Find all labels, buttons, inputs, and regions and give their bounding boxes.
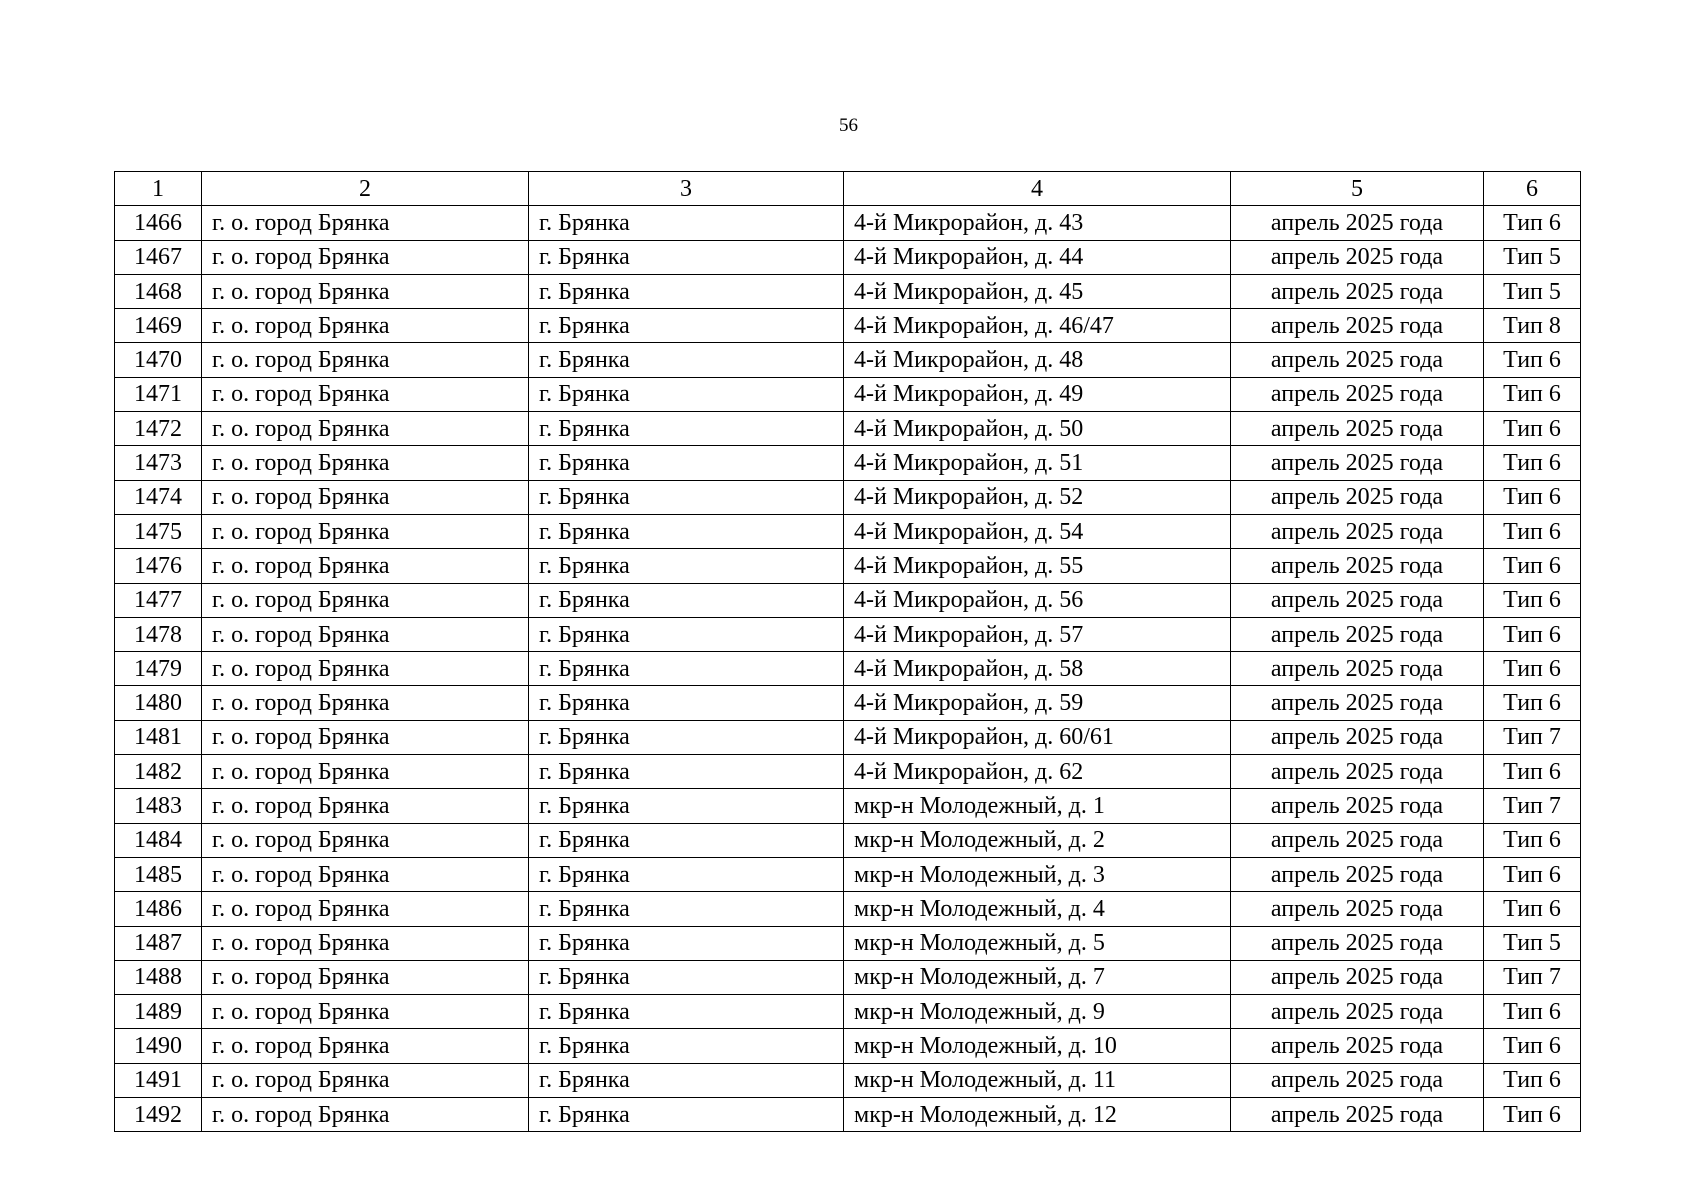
address-cell: 4-й Микрорайон, д. 56 [844, 583, 1231, 617]
table-row [115, 309, 1581, 343]
row-number-cell: 1476 [115, 549, 202, 583]
period-cell: апрель 2025 года [1231, 892, 1484, 926]
table-row [115, 1029, 1581, 1063]
district-cell: г. о. город Брянка [202, 412, 529, 446]
address-cell: 4-й Микрорайон, д. 43 [844, 206, 1231, 240]
page-number: 56 [839, 115, 858, 136]
row-number-cell: 1470 [115, 343, 202, 377]
address-cell: 4-й Микрорайон, д. 58 [844, 652, 1231, 686]
table-row [115, 480, 1581, 514]
period-cell: апрель 2025 года [1231, 960, 1484, 994]
row-number-cell: 1492 [115, 1098, 202, 1132]
row-number-cell: 1484 [115, 823, 202, 857]
address-cell: 4-й Микрорайон, д. 50 [844, 412, 1231, 446]
district-cell: г. о. город Брянка [202, 343, 529, 377]
period-cell: апрель 2025 года [1231, 274, 1484, 308]
table-header [115, 172, 1581, 206]
row-number-cell: 1478 [115, 617, 202, 651]
row-number-cell: 1477 [115, 583, 202, 617]
table-row [115, 343, 1581, 377]
settlement-cell: г. Брянка [529, 446, 844, 480]
district-cell: г. о. город Брянка [202, 1098, 529, 1132]
address-cell: мкр-н Молодежный, д. 2 [844, 823, 1231, 857]
period-cell: апрель 2025 года [1231, 343, 1484, 377]
period-cell: апрель 2025 года [1231, 686, 1484, 720]
table-row [115, 995, 1581, 1029]
row-number-cell: 1474 [115, 480, 202, 514]
row-number-cell: 1491 [115, 1063, 202, 1097]
address-cell: 4-й Микрорайон, д. 62 [844, 755, 1231, 789]
address-cell: мкр-н Молодежный, д. 9 [844, 995, 1231, 1029]
table-row [115, 857, 1581, 891]
period-cell: апрель 2025 года [1231, 995, 1484, 1029]
district-cell: г. о. город Брянка [202, 514, 529, 548]
district-cell: г. о. город Брянка [202, 926, 529, 960]
column-header-4: 4 [844, 172, 1231, 206]
address-cell: мкр-н Молодежный, д. 3 [844, 857, 1231, 891]
type-cell: Тип 6 [1484, 1098, 1581, 1132]
address-cell: мкр-н Молодежный, д. 7 [844, 960, 1231, 994]
row-number-cell: 1480 [115, 686, 202, 720]
type-cell: Тип 6 [1484, 892, 1581, 926]
type-cell: Тип 7 [1484, 720, 1581, 754]
row-number-cell: 1481 [115, 720, 202, 754]
settlement-cell: г. Брянка [529, 686, 844, 720]
district-cell: г. о. город Брянка [202, 240, 529, 274]
type-cell: Тип 6 [1484, 206, 1581, 240]
address-cell: 4-й Микрорайон, д. 46/47 [844, 309, 1231, 343]
type-cell: Тип 6 [1484, 652, 1581, 686]
table-body [115, 206, 1581, 1132]
address-cell: 4-й Микрорайон, д. 51 [844, 446, 1231, 480]
settlement-cell: г. Брянка [529, 343, 844, 377]
header-row [115, 172, 1581, 206]
type-cell: Тип 6 [1484, 995, 1581, 1029]
table-row [115, 377, 1581, 411]
type-cell: Тип 6 [1484, 343, 1581, 377]
settlement-cell: г. Брянка [529, 823, 844, 857]
type-cell: Тип 6 [1484, 617, 1581, 651]
period-cell: апрель 2025 года [1231, 755, 1484, 789]
address-cell: 4-й Микрорайон, д. 52 [844, 480, 1231, 514]
table-row [115, 206, 1581, 240]
column-header-3: 3 [529, 172, 844, 206]
address-cell: 4-й Микрорайон, д. 49 [844, 377, 1231, 411]
period-cell: апрель 2025 года [1231, 240, 1484, 274]
district-cell: г. о. город Брянка [202, 720, 529, 754]
district-cell: г. о. город Брянка [202, 206, 529, 240]
settlement-cell: г. Брянка [529, 960, 844, 994]
table-row [115, 583, 1581, 617]
district-cell: г. о. город Брянка [202, 549, 529, 583]
type-cell: Тип 6 [1484, 514, 1581, 548]
table-row [115, 720, 1581, 754]
period-cell: апрель 2025 года [1231, 446, 1484, 480]
type-cell: Тип 6 [1484, 480, 1581, 514]
period-cell: апрель 2025 года [1231, 1029, 1484, 1063]
settlement-cell: г. Брянка [529, 377, 844, 411]
row-number-cell: 1482 [115, 755, 202, 789]
table-row [115, 960, 1581, 994]
row-number-cell: 1469 [115, 309, 202, 343]
address-cell: мкр-н Молодежный, д. 12 [844, 1098, 1231, 1132]
settlement-cell: г. Брянка [529, 1098, 844, 1132]
column-header-2: 2 [202, 172, 529, 206]
table-row [115, 1063, 1581, 1097]
type-cell: Тип 6 [1484, 377, 1581, 411]
district-cell: г. о. город Брянка [202, 274, 529, 308]
address-cell: мкр-н Молодежный, д. 1 [844, 789, 1231, 823]
table-row [115, 617, 1581, 651]
district-cell: г. о. город Брянка [202, 823, 529, 857]
type-cell: Тип 6 [1484, 823, 1581, 857]
settlement-cell: г. Брянка [529, 514, 844, 548]
row-number-cell: 1483 [115, 789, 202, 823]
period-cell: апрель 2025 года [1231, 309, 1484, 343]
district-cell: г. о. город Брянка [202, 377, 529, 411]
type-cell: Тип 5 [1484, 926, 1581, 960]
settlement-cell: г. Брянка [529, 240, 844, 274]
column-header-5: 5 [1231, 172, 1484, 206]
row-number-cell: 1475 [115, 514, 202, 548]
district-cell: г. о. город Брянка [202, 1063, 529, 1097]
row-number-cell: 1486 [115, 892, 202, 926]
district-cell: г. о. город Брянка [202, 857, 529, 891]
row-number-cell: 1489 [115, 995, 202, 1029]
period-cell: апрель 2025 года [1231, 926, 1484, 960]
address-cell: мкр-н Молодежный, д. 10 [844, 1029, 1231, 1063]
district-cell: г. о. город Брянка [202, 892, 529, 926]
address-cell: 4-й Микрорайон, д. 44 [844, 240, 1231, 274]
settlement-cell: г. Брянка [529, 755, 844, 789]
settlement-cell: г. Брянка [529, 309, 844, 343]
period-cell: апрель 2025 года [1231, 857, 1484, 891]
settlement-cell: г. Брянка [529, 892, 844, 926]
district-cell: г. о. город Брянка [202, 686, 529, 720]
row-number-cell: 1473 [115, 446, 202, 480]
type-cell: Тип 7 [1484, 789, 1581, 823]
type-cell: Тип 6 [1484, 1029, 1581, 1063]
table-row [115, 823, 1581, 857]
district-cell: г. о. город Брянка [202, 652, 529, 686]
table-row [115, 549, 1581, 583]
district-cell: г. о. город Брянка [202, 309, 529, 343]
type-cell: Тип 6 [1484, 1063, 1581, 1097]
period-cell: апрель 2025 года [1231, 720, 1484, 754]
district-cell: г. о. город Брянка [202, 1029, 529, 1063]
settlement-cell: г. Брянка [529, 617, 844, 651]
table-row [115, 892, 1581, 926]
type-cell: Тип 8 [1484, 309, 1581, 343]
type-cell: Тип 6 [1484, 686, 1581, 720]
period-cell: апрель 2025 года [1231, 652, 1484, 686]
table-row [115, 789, 1581, 823]
type-cell: Тип 5 [1484, 240, 1581, 274]
period-cell: апрель 2025 года [1231, 1098, 1484, 1132]
address-cell: 4-й Микрорайон, д. 54 [844, 514, 1231, 548]
table-row [115, 926, 1581, 960]
period-cell: апрель 2025 года [1231, 206, 1484, 240]
district-cell: г. о. город Брянка [202, 960, 529, 994]
period-cell: апрель 2025 года [1231, 412, 1484, 446]
address-cell: 4-й Микрорайон, д. 57 [844, 617, 1231, 651]
row-number-cell: 1472 [115, 412, 202, 446]
settlement-cell: г. Брянка [529, 652, 844, 686]
address-cell: 4-й Микрорайон, д. 59 [844, 686, 1231, 720]
settlement-cell: г. Брянка [529, 1029, 844, 1063]
type-cell: Тип 7 [1484, 960, 1581, 994]
district-cell: г. о. город Брянка [202, 789, 529, 823]
period-cell: апрель 2025 года [1231, 789, 1484, 823]
table-row [115, 652, 1581, 686]
settlement-cell: г. Брянка [529, 480, 844, 514]
district-cell: г. о. город Брянка [202, 480, 529, 514]
row-number-cell: 1467 [115, 240, 202, 274]
type-cell: Тип 6 [1484, 446, 1581, 480]
settlement-cell: г. Брянка [529, 206, 844, 240]
period-cell: апрель 2025 года [1231, 617, 1484, 651]
settlement-cell: г. Брянка [529, 274, 844, 308]
settlement-cell: г. Брянка [529, 926, 844, 960]
registry-table [114, 171, 1581, 1132]
district-cell: г. о. город Брянка [202, 583, 529, 617]
type-cell: Тип 6 [1484, 583, 1581, 617]
table-row [115, 446, 1581, 480]
address-cell: 4-й Микрорайон, д. 55 [844, 549, 1231, 583]
table-row [115, 412, 1581, 446]
type-cell: Тип 6 [1484, 755, 1581, 789]
period-cell: апрель 2025 года [1231, 514, 1484, 548]
row-number-cell: 1466 [115, 206, 202, 240]
address-cell: мкр-н Молодежный, д. 5 [844, 926, 1231, 960]
settlement-cell: г. Брянка [529, 549, 844, 583]
row-number-cell: 1488 [115, 960, 202, 994]
table-row [115, 686, 1581, 720]
row-number-cell: 1490 [115, 1029, 202, 1063]
settlement-cell: г. Брянка [529, 583, 844, 617]
table-row [115, 755, 1581, 789]
district-cell: г. о. город Брянка [202, 617, 529, 651]
type-cell: Тип 6 [1484, 857, 1581, 891]
table-row [115, 514, 1581, 548]
district-cell: г. о. город Брянка [202, 446, 529, 480]
column-header-1: 1 [115, 172, 202, 206]
address-cell: мкр-н Молодежный, д. 11 [844, 1063, 1231, 1097]
row-number-cell: 1479 [115, 652, 202, 686]
district-cell: г. о. город Брянка [202, 995, 529, 1029]
period-cell: апрель 2025 года [1231, 480, 1484, 514]
period-cell: апрель 2025 года [1231, 377, 1484, 411]
type-cell: Тип 6 [1484, 412, 1581, 446]
row-number-cell: 1471 [115, 377, 202, 411]
type-cell: Тип 5 [1484, 274, 1581, 308]
settlement-cell: г. Брянка [529, 720, 844, 754]
address-cell: мкр-н Молодежный, д. 4 [844, 892, 1231, 926]
row-number-cell: 1485 [115, 857, 202, 891]
district-cell: г. о. город Брянка [202, 755, 529, 789]
settlement-cell: г. Брянка [529, 1063, 844, 1097]
settlement-cell: г. Брянка [529, 857, 844, 891]
settlement-cell: г. Брянка [529, 412, 844, 446]
table-row [115, 1098, 1581, 1132]
address-cell: 4-й Микрорайон, д. 45 [844, 274, 1231, 308]
type-cell: Тип 6 [1484, 549, 1581, 583]
period-cell: апрель 2025 года [1231, 583, 1484, 617]
settlement-cell: г. Брянка [529, 789, 844, 823]
period-cell: апрель 2025 года [1231, 549, 1484, 583]
table-row [115, 274, 1581, 308]
period-cell: апрель 2025 года [1231, 1063, 1484, 1097]
row-number-cell: 1468 [115, 274, 202, 308]
row-number-cell: 1487 [115, 926, 202, 960]
address-cell: 4-й Микрорайон, д. 60/61 [844, 720, 1231, 754]
period-cell: апрель 2025 года [1231, 823, 1484, 857]
column-header-6: 6 [1484, 172, 1581, 206]
settlement-cell: г. Брянка [529, 995, 844, 1029]
address-cell: 4-й Микрорайон, д. 48 [844, 343, 1231, 377]
table-row [115, 240, 1581, 274]
